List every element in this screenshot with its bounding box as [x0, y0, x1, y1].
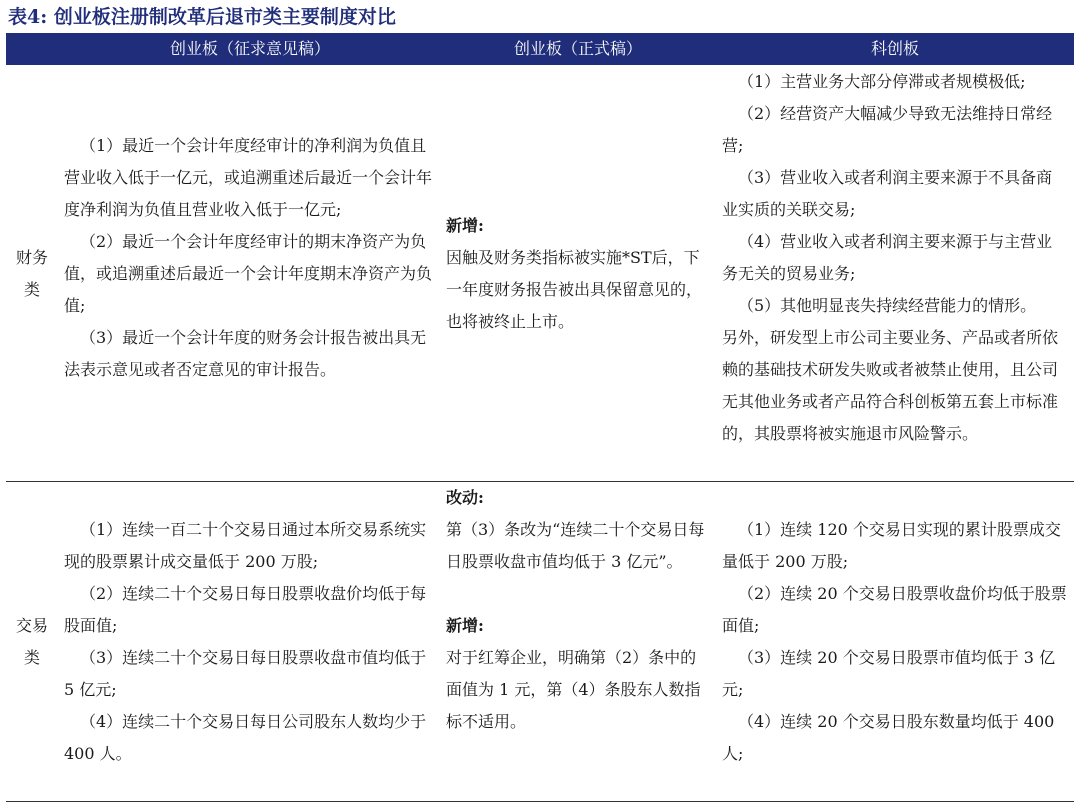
- trading-final-cell: [446, 482, 708, 738]
- trading-draft-cell: [64, 514, 436, 770]
- trading-star-item-3: （3）连续 20 个交易日股票市值均低于 3 亿元;: [722, 648, 1056, 699]
- financial-star-item-3: （3）营业收入或者利润主要来源于不具备商业实质的关联交易;: [722, 168, 1053, 219]
- financial-final-cell: [446, 210, 708, 338]
- financial-draft-item-2: （2）最近一个会计年度经审计的期末净资产为负值，或追溯重述后最近一个会计年度期末净资产为负值;: [64, 232, 433, 315]
- financial-star-extra: 另外，研发型上市公司主要业务、产品或者所依赖的基础技术研发失败或者被禁止使用，且公司无其他业务或者产品符合科创板第五套上市标准的，其股票将被实施退市风险警示。: [722, 328, 1059, 443]
- row-label-financial: 财务类: [16, 248, 49, 299]
- row-label-trading: 交易类: [16, 616, 49, 667]
- financial-star-cell: [722, 66, 1068, 450]
- financial-star-item-5: （5）其他明显丧失持续经营能力的情形。: [738, 296, 1037, 315]
- trading-draft-item-1: （1）连续一百二十个交易日通过本所交易系统实现的股票累计成交量低于 200 万股;: [64, 520, 427, 571]
- financial-draft-item-1: （1）最近一个会计年度经审计的净利润为负值且营业收入低于一亿元，或追溯重述后最近一个会计年度净利润为负值且营业收入低于一亿元;: [64, 136, 433, 219]
- financial-star-item-1: （1）主营业务大部分停滞或者规模极低;: [738, 72, 1026, 91]
- trading-star-item-2: （2）连续 20 个交易日股票收盘价均低于股票面值;: [722, 584, 1067, 635]
- financial-draft-cell: [64, 130, 436, 386]
- trading-draft-item-3: （3）连续二十个交易日每日股票收盘市值均低于 5 亿元;: [64, 648, 427, 699]
- table-title: 表4: 创业板注册制改革后退市类主要制度对比: [8, 6, 396, 28]
- trading-star-item-1: （1）连续 120 个交易日实现的累计股票成交量低于 200 万股;: [722, 520, 1061, 571]
- financial-draft-item-3: （3）最近一个会计年度的财务会计报告被出具无法表示意见或者否定意见的审计报告。: [64, 328, 427, 379]
- table-bottom-border: [6, 801, 1074, 802]
- column-header-growth-final: 创业板（正式稿）: [513, 39, 642, 58]
- trading-final-change-heading: 改动:: [446, 488, 484, 507]
- trading-final-new-text: 对于红筹企业，明确第（2）条中的面值为 1 元，第（4）条股东人数指标不适用。: [446, 648, 701, 731]
- trading-final-change-text: 第（3）条改为“连续二十个交易日每日股票收盘市值均低于 3 亿元”。: [446, 520, 705, 571]
- trading-star-item-4: （4）连续 20 个交易日股东数量均低于 400 人;: [722, 712, 1055, 763]
- column-header-star-market: 科创板: [870, 39, 919, 58]
- financial-star-item-4: （4）营业收入或者利润主要来源于与主营业务无关的贸易业务;: [722, 232, 1053, 283]
- trading-draft-item-2: （2）连续二十个交易日每日股票收盘价均低于每股面值;: [64, 584, 427, 635]
- financial-star-item-2: （2）经营资产大幅减少导致无法维持日常经营;: [722, 104, 1053, 155]
- financial-final-text: 因触及财务类指标被实施*ST后，下一年度财务报告被出具保留意见的，也将被终止上市。: [446, 248, 703, 331]
- financial-final-heading: 新增:: [446, 216, 484, 235]
- table-header: [6, 33, 1074, 65]
- trading-final-new-heading: 新增:: [446, 616, 484, 635]
- column-header-growth-draft: 创业板（征求意见稿）: [169, 39, 330, 58]
- trading-star-cell: [722, 514, 1068, 770]
- trading-draft-item-4: （4）连续二十个交易日每日公司股东人数均少于 400 人。: [64, 712, 427, 763]
- spacer: [446, 578, 708, 610]
